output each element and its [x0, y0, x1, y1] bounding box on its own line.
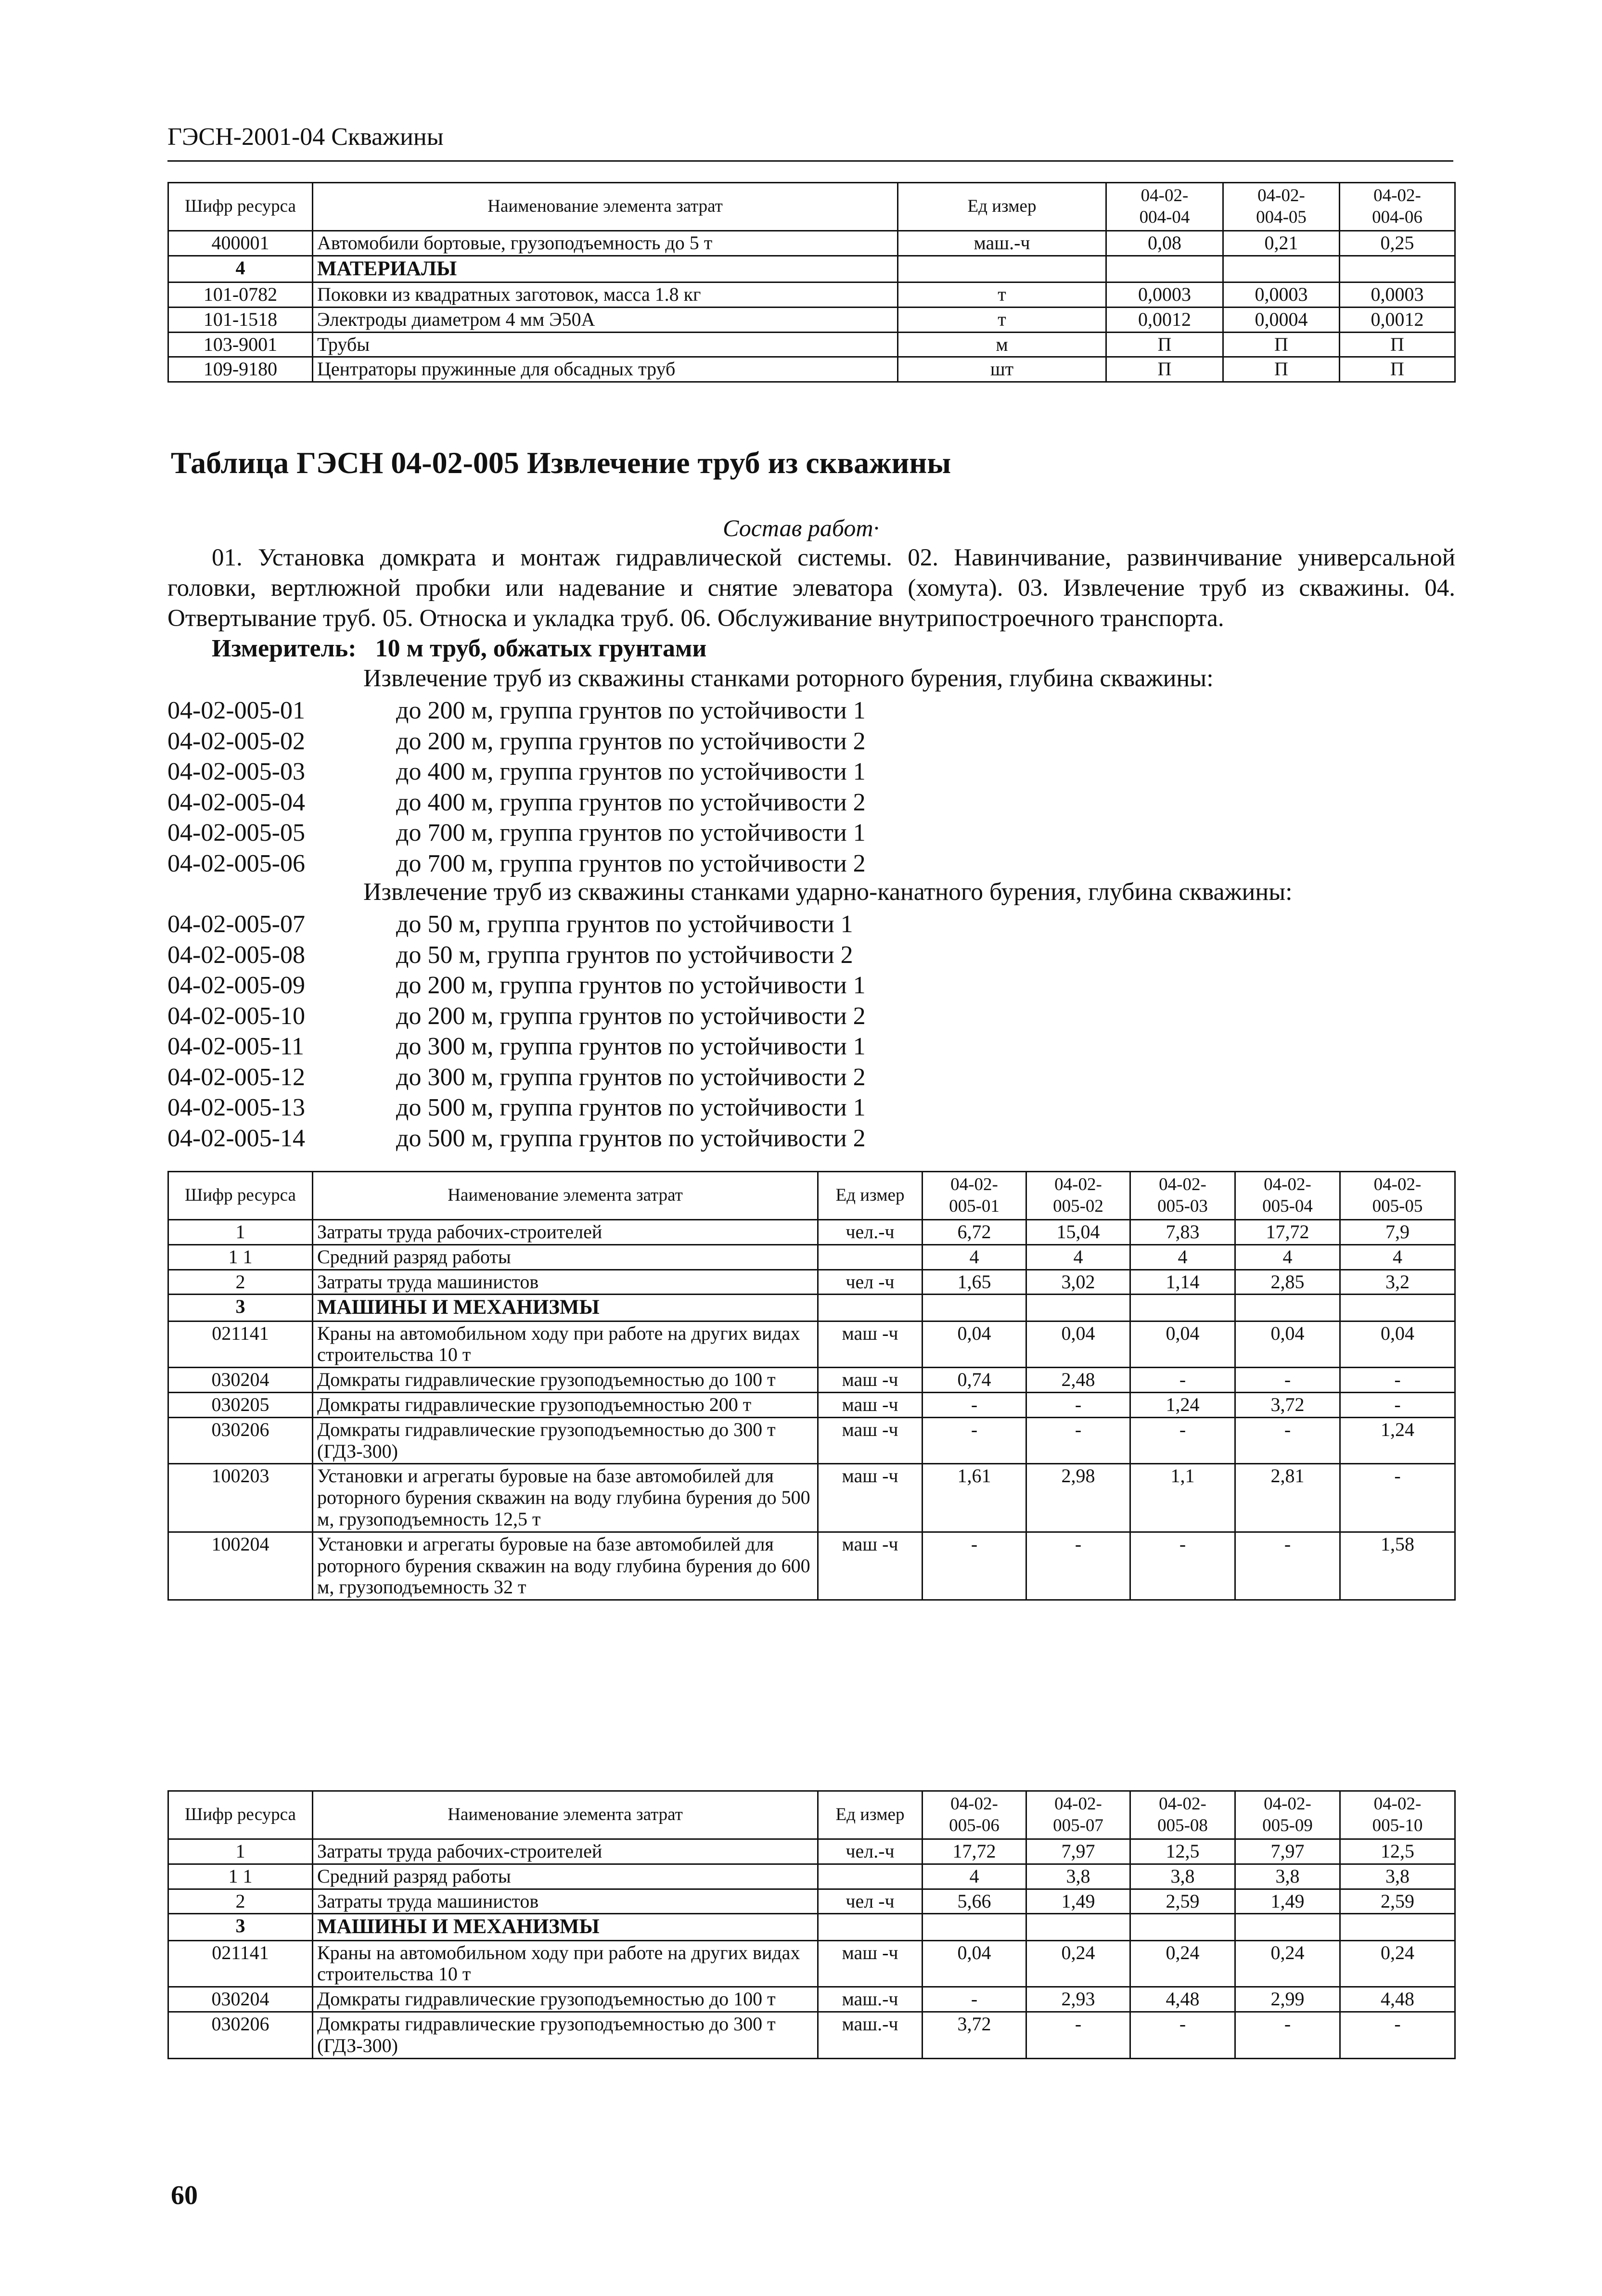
- norm-value: 0,0004: [1223, 307, 1340, 332]
- column-header-variant: 04-02- 004-05: [1223, 183, 1340, 231]
- unit-of-measure: маш.-ч: [818, 1987, 923, 2012]
- norm-value: 0,0003: [1340, 282, 1455, 307]
- list-item: [167, 1001, 866, 1032]
- spec-description: до 200 м, группа грунтов по устойчивости 1: [396, 697, 866, 724]
- resource-code: 030206: [168, 1417, 313, 1464]
- norm-value: -: [1235, 1417, 1340, 1464]
- norm-value: 1,24: [1130, 1392, 1235, 1417]
- table-row: [168, 2012, 1455, 2058]
- column-header-unit: Ед измер: [818, 1172, 923, 1220]
- spec-code: 04-02-005-06: [167, 849, 305, 877]
- norm-value: [1026, 1295, 1130, 1321]
- norm-value: -: [1130, 1532, 1235, 1600]
- table-row: [168, 1368, 1455, 1393]
- list-item: [167, 787, 866, 818]
- norm-value: [1130, 1914, 1235, 1940]
- column-header-variant: 04-02- 005-06: [923, 1791, 1026, 1839]
- spec-description: до 400 м, группа грунтов по устойчивости 2: [396, 788, 866, 816]
- norm-value: 3,8: [1340, 1864, 1455, 1889]
- table-row: [168, 1321, 1455, 1368]
- column-header-unit: Ед измер: [898, 183, 1106, 231]
- resource-table-b: [167, 1790, 1456, 2059]
- norm-value: 0,0012: [1340, 307, 1455, 332]
- norm-value: 1,14: [1130, 1270, 1235, 1295]
- norm-value: 0,04: [1130, 1321, 1235, 1368]
- cost-element-name: Краны на автомобильном ходу при работе на других видах строительства 10 т: [313, 1940, 818, 1987]
- table-row: [168, 231, 1455, 256]
- unit-of-measure: м: [898, 332, 1106, 357]
- cost-element-name: Домкраты гидравлические грузоподъемностью 200 т: [313, 1392, 818, 1417]
- unit-of-measure: [818, 1864, 923, 1889]
- norm-value: 15,04: [1026, 1220, 1130, 1245]
- resource-code: 021141: [168, 1321, 313, 1368]
- norm-value: 0,25: [1340, 231, 1455, 256]
- norm-value: П: [1340, 357, 1455, 382]
- norm-value: 2,98: [1026, 1464, 1130, 1532]
- resource-code: 1: [168, 1220, 313, 1245]
- spec-description: до 300 м, группа грунтов по устойчивости 1: [396, 1033, 866, 1060]
- resource-code: 1 1: [168, 1864, 313, 1889]
- column-header-variant: 04-02- 005-02: [1026, 1172, 1130, 1220]
- resource-code: 2: [168, 1270, 313, 1295]
- resource-code: 021141: [168, 1940, 313, 1987]
- measure-line: [212, 634, 706, 663]
- cost-element-name: Краны на автомобильном ходу при работе на других видах строительства 10 т: [313, 1321, 818, 1368]
- spec-code: 04-02-005-08: [167, 941, 305, 969]
- norm-value: -: [923, 1417, 1026, 1464]
- list-item: [167, 1123, 866, 1154]
- resource-code: 100204: [168, 1532, 313, 1600]
- resource-code: 1 1: [168, 1244, 313, 1270]
- unit-of-measure: т: [898, 282, 1106, 307]
- norm-value: 4: [923, 1244, 1026, 1270]
- norm-value: -: [1340, 1464, 1455, 1532]
- spec-code: 04-02-005-09: [167, 972, 305, 999]
- norm-value: [1340, 1295, 1455, 1321]
- norm-value: 4,48: [1340, 1987, 1455, 2012]
- norm-value: 0,04: [923, 1940, 1026, 1987]
- norm-value: 0,24: [1340, 1940, 1455, 1987]
- norm-value: [1106, 256, 1223, 282]
- unit-of-measure: маш -ч: [818, 1392, 923, 1417]
- column-header-variant: 04-02- 004-06: [1340, 183, 1455, 231]
- cost-element-name: Электроды диаметром 4 мм Э50А: [313, 307, 898, 332]
- norm-value: 17,72: [923, 1839, 1026, 1864]
- norm-value: 2,59: [1340, 1889, 1455, 1914]
- norm-value: 12,5: [1130, 1839, 1235, 1864]
- table-row: [168, 1987, 1455, 2012]
- norm-value: [1340, 1914, 1455, 1940]
- norm-value: 7,83: [1130, 1220, 1235, 1245]
- cost-element-name: Поковки из квадратных заготовок, масса 1.8 кг: [313, 282, 898, 307]
- unit-of-measure: [898, 256, 1106, 282]
- cost-element-name: Затраты труда машинистов: [313, 1270, 818, 1295]
- spec-description: до 500 м, группа грунтов по устойчивости 2: [396, 1124, 866, 1152]
- resource-code: 101-0782: [168, 282, 313, 307]
- norm-value: 1,24: [1340, 1417, 1455, 1464]
- list-item: [167, 909, 866, 940]
- norm-value: 7,97: [1235, 1839, 1340, 1864]
- norm-value: -: [923, 1987, 1026, 2012]
- norm-value: 0,08: [1106, 231, 1223, 256]
- cost-element-name: МАШИНЫ И МЕХАНИЗМЫ: [313, 1295, 818, 1321]
- unit-of-measure: маш.-ч: [818, 2012, 923, 2058]
- norm-value: 0,21: [1223, 231, 1340, 256]
- cost-element-name: Установки и агрегаты буровые на базе автомобилей для роторного бурения скважин на воду глубина бурения до 500 м, грузоподъемность 12,5 т: [313, 1464, 818, 1532]
- resource-code: 2: [168, 1889, 313, 1914]
- unit-of-measure: т: [898, 307, 1106, 332]
- norm-value: -: [1235, 1368, 1340, 1393]
- norm-value: 3,8: [1026, 1864, 1130, 1889]
- spec-code: 04-02-005-02: [167, 727, 305, 755]
- page-number: 60: [171, 2181, 198, 2210]
- column-header-name: Наименование элемента затрат: [313, 1172, 818, 1220]
- norm-value: 12,5: [1340, 1839, 1455, 1864]
- norm-value: 4: [1130, 1244, 1235, 1270]
- unit-of-measure: маш -ч: [818, 1368, 923, 1393]
- cost-element-name: Затраты труда рабочих-строителей: [313, 1839, 818, 1864]
- cost-element-name: Домкраты гидравлические грузоподъемностью до 300 т (ГДЗ-300): [313, 1417, 818, 1464]
- norm-value: 3,8: [1130, 1864, 1235, 1889]
- table-row: [168, 307, 1455, 332]
- norm-value: 0,04: [1235, 1321, 1340, 1368]
- cost-element-name: Домкраты гидравлические грузоподъемностью до 100 т: [313, 1368, 818, 1393]
- unit-of-measure: чел.-ч: [818, 1839, 923, 1864]
- norm-value: 2,93: [1026, 1987, 1130, 2012]
- spec-code: 04-02-005-14: [167, 1124, 305, 1152]
- column-header-variant: 04-02- 005-09: [1235, 1791, 1340, 1839]
- unit-of-measure: [818, 1914, 923, 1940]
- table-row: [168, 1914, 1455, 1940]
- norm-value: 1,49: [1026, 1889, 1130, 1914]
- norm-value: [1340, 256, 1455, 282]
- cost-element-name: Автомобили бортовые, грузоподъемность до 5 т: [313, 231, 898, 256]
- resource-code: 030205: [168, 1392, 313, 1417]
- spec-code: 04-02-005-04: [167, 788, 305, 816]
- norm-value: [1223, 256, 1340, 282]
- norm-value: -: [1340, 1368, 1455, 1393]
- resource-code: 3: [168, 1295, 313, 1321]
- list-item: [167, 848, 866, 879]
- norm-value: 4: [923, 1864, 1026, 1889]
- norm-value: [923, 1295, 1026, 1321]
- list-item: [167, 726, 866, 757]
- norm-value: 0,0012: [1106, 307, 1223, 332]
- spec-list: [167, 695, 866, 879]
- unit-of-measure: [818, 1295, 923, 1321]
- resource-code: 4: [168, 256, 313, 282]
- column-header-variant: 04-02- 004-04: [1106, 183, 1223, 231]
- list-item: [167, 940, 866, 971]
- unit-of-measure: маш -ч: [818, 1464, 923, 1532]
- table-row: [168, 1270, 1455, 1295]
- norm-value: [923, 1914, 1026, 1940]
- norm-value: 4: [1026, 1244, 1130, 1270]
- unit-of-measure: чел -ч: [818, 1270, 923, 1295]
- spec-description: до 50 м, группа грунтов по устойчивости 2: [396, 941, 853, 969]
- spec-code: 04-02-005-13: [167, 1094, 305, 1121]
- column-header-unit: Ед измер: [818, 1791, 923, 1839]
- column-header-variant: 04-02- 005-10: [1340, 1791, 1455, 1839]
- table-row: [168, 332, 1455, 357]
- column-header-code: Шифр ресурса: [168, 183, 313, 231]
- norm-value: -: [1340, 2012, 1455, 2058]
- norm-value: [1235, 1295, 1340, 1321]
- table-row: [168, 1244, 1455, 1270]
- column-header-name: Наименование элемента затрат: [313, 183, 898, 231]
- norm-value: [1235, 1914, 1340, 1940]
- spec-code: 04-02-005-03: [167, 758, 305, 785]
- norm-value: 3,72: [1235, 1392, 1340, 1417]
- table-row: [168, 1295, 1455, 1321]
- spec-description: до 700 м, группа грунтов по устойчивости 1: [396, 819, 866, 847]
- norm-value: [1026, 1914, 1130, 1940]
- norm-value: 2,48: [1026, 1368, 1130, 1393]
- table-row: [168, 1839, 1455, 1864]
- norm-value: П: [1340, 332, 1455, 357]
- section-title: Таблица ГЭСН 04-02-005 Извлечение труб из скважины: [171, 446, 951, 480]
- norm-value: 1,65: [923, 1270, 1026, 1295]
- column-header-variant: 04-02- 005-05: [1340, 1172, 1455, 1220]
- list-item: [167, 695, 866, 726]
- spec-code: 04-02-005-11: [167, 1033, 305, 1060]
- unit-of-measure: маш -ч: [818, 1532, 923, 1600]
- norm-value: П: [1223, 332, 1340, 357]
- norm-value: -: [1026, 1417, 1130, 1464]
- norm-value: -: [1340, 1392, 1455, 1417]
- norm-value: 1,58: [1340, 1532, 1455, 1600]
- norm-value: -: [1026, 1532, 1130, 1600]
- cost-element-name: Установки и агрегаты буровые на базе автомобилей для роторного бурения скважин на воду глубина бурения до 600 м, грузоподъемность 32 т: [313, 1532, 818, 1600]
- norm-value: -: [1235, 2012, 1340, 2058]
- norm-value: 5,66: [923, 1889, 1026, 1914]
- resource-table-top: [167, 182, 1456, 383]
- list-item: [167, 1031, 866, 1062]
- norm-value: -: [1130, 1368, 1235, 1393]
- norm-value: П: [1223, 357, 1340, 382]
- column-header-variant: 04-02- 005-01: [923, 1172, 1026, 1220]
- spec-list: [167, 909, 866, 1154]
- norm-value: -: [923, 1532, 1026, 1600]
- resource-code: 030204: [168, 1368, 313, 1393]
- norm-value: 0,0003: [1223, 282, 1340, 307]
- measure-label: Измеритель:: [212, 635, 357, 662]
- table-row: [168, 1392, 1455, 1417]
- norm-value: 3,2: [1340, 1270, 1455, 1295]
- cost-element-name: Затраты труда машинистов: [313, 1889, 818, 1914]
- norm-value: -: [1130, 2012, 1235, 2058]
- resource-code: 030206: [168, 2012, 313, 2058]
- norm-value: 7,9: [1340, 1220, 1455, 1245]
- norm-value: П: [1106, 332, 1223, 357]
- norm-value: -: [1026, 1392, 1130, 1417]
- table-row: [168, 1864, 1455, 1889]
- spec-description: до 700 м, группа грунтов по устойчивости 2: [396, 849, 866, 877]
- spec-code: 04-02-005-12: [167, 1063, 305, 1091]
- resource-code: 3: [168, 1914, 313, 1940]
- composition-caption: Состав работ·: [723, 514, 879, 541]
- group-heading: Извлечение труб из скважины станками роторного бурения, глубина скважины:: [363, 665, 1214, 692]
- norm-value: -: [1130, 1417, 1235, 1464]
- unit-of-measure: чел -ч: [818, 1889, 923, 1914]
- norm-value: [1130, 1295, 1235, 1321]
- list-item: [167, 970, 866, 1001]
- norm-value: 1,1: [1130, 1464, 1235, 1532]
- cost-element-name: Средний разряд работы: [313, 1864, 818, 1889]
- resource-code: 100203: [168, 1464, 313, 1532]
- list-item: [167, 818, 866, 848]
- list-item: [167, 757, 866, 787]
- column-header-code: Шифр ресурса: [168, 1172, 313, 1220]
- table-row: [168, 282, 1455, 307]
- spec-description: до 200 м, группа грунтов по устойчивости 2: [396, 727, 866, 755]
- spec-description: до 200 м, группа грунтов по устойчивости 1: [396, 972, 866, 999]
- resource-code: 103-9001: [168, 332, 313, 357]
- norm-value: 1,61: [923, 1464, 1026, 1532]
- table-row: [168, 357, 1455, 382]
- cost-element-name: МАТЕРИАЛЫ: [313, 256, 898, 282]
- unit-of-measure: шт: [898, 357, 1106, 382]
- cost-element-name: Трубы: [313, 332, 898, 357]
- resource-code: 109-9180: [168, 357, 313, 382]
- norm-value: 0,74: [923, 1368, 1026, 1393]
- resource-code: 1: [168, 1839, 313, 1864]
- cost-element-name: Домкраты гидравлические грузоподъемностью до 100 т: [313, 1987, 818, 2012]
- norm-value: 7,97: [1026, 1839, 1130, 1864]
- norm-value: 2,81: [1235, 1464, 1340, 1532]
- norm-value: -: [1235, 1532, 1340, 1600]
- norm-value: 4: [1235, 1244, 1340, 1270]
- spec-code: 04-02-005-07: [167, 911, 305, 938]
- column-header-variant: 04-02- 005-08: [1130, 1791, 1235, 1839]
- resource-code: 400001: [168, 231, 313, 256]
- spec-description: до 500 м, группа грунтов по устойчивости 1: [396, 1094, 866, 1121]
- table-row: [168, 1220, 1455, 1245]
- norm-value: 3,8: [1235, 1864, 1340, 1889]
- list-item: [167, 1092, 866, 1123]
- norm-value: П: [1106, 357, 1223, 382]
- spec-code: 04-02-005-10: [167, 1002, 305, 1030]
- norm-value: 0,04: [923, 1321, 1026, 1368]
- unit-of-measure: маш -ч: [818, 1321, 923, 1368]
- column-header-variant: 04-02- 005-04: [1235, 1172, 1340, 1220]
- resource-code: 030204: [168, 1987, 313, 2012]
- composition-text: 01. Установка домкрата и монтаж гидравлической системы. 02. Навинчивание, развинчивание универсальной головки, вертлюжной пробки или надевание и снятие элеватора (хомута). 03. Извлечение труб из скважины. 04. Отвертывание труб. 05. Относка и укладка труб. 06. Обслуживание внутрипостроечного транспорта.: [167, 544, 1455, 632]
- spec-code: 04-02-005-05: [167, 819, 305, 847]
- header-rule: [167, 160, 1453, 162]
- norm-value: 0,24: [1026, 1940, 1130, 1987]
- norm-value: 0,04: [1026, 1321, 1130, 1368]
- cost-element-name: Центраторы пружинные для обсадных труб: [313, 357, 898, 382]
- norm-value: 2,99: [1235, 1987, 1340, 2012]
- cost-element-name: МАШИНЫ И МЕХАНИЗМЫ: [313, 1914, 818, 1940]
- norm-value: 1,49: [1235, 1889, 1340, 1914]
- spec-description: до 300 м, группа грунтов по устойчивости 2: [396, 1063, 866, 1091]
- spec-description: до 50 м, группа грунтов по устойчивости 1: [396, 911, 853, 938]
- column-header-variant: 04-02- 005-03: [1130, 1172, 1235, 1220]
- norm-value: 4,48: [1130, 1987, 1235, 2012]
- norm-value: 2,59: [1130, 1889, 1235, 1914]
- norm-value: 6,72: [923, 1220, 1026, 1245]
- table-row: [168, 256, 1455, 282]
- unit-of-measure: маш.-ч: [898, 231, 1106, 256]
- norm-value: 2,85: [1235, 1270, 1340, 1295]
- spec-description: до 200 м, группа грунтов по устойчивости 2: [396, 1002, 866, 1030]
- norm-value: 3,72: [923, 2012, 1026, 2058]
- unit-of-measure: маш -ч: [818, 1940, 923, 1987]
- cost-element-name: Средний разряд работы: [313, 1244, 818, 1270]
- norm-value: 17,72: [1235, 1220, 1340, 1245]
- resource-code: 101-1518: [168, 307, 313, 332]
- column-header-name: Наименование элемента затрат: [313, 1791, 818, 1839]
- unit-of-measure: чел.-ч: [818, 1220, 923, 1245]
- table-row: [168, 1532, 1455, 1600]
- running-header: ГЭСН-2001-04 Скважины: [167, 123, 444, 151]
- table-row: [168, 1889, 1455, 1914]
- norm-value: -: [1026, 2012, 1130, 2058]
- spec-description: до 400 м, группа грунтов по устойчивости 1: [396, 758, 866, 785]
- table-row: [168, 1417, 1455, 1464]
- cost-element-name: Затраты труда рабочих-строителей: [313, 1220, 818, 1245]
- group-heading: Извлечение труб из скважины станками ударно-канатного бурения, глубина скважины:: [363, 878, 1293, 906]
- norm-value: 0,24: [1235, 1940, 1340, 1987]
- norm-value: 0,24: [1130, 1940, 1235, 1987]
- unit-of-measure: маш -ч: [818, 1417, 923, 1464]
- measure-value: 10 м труб, обжатых грунтами: [375, 635, 707, 662]
- norm-value: 3,02: [1026, 1270, 1130, 1295]
- spec-code: 04-02-005-01: [167, 697, 305, 724]
- column-header-code: Шифр ресурса: [168, 1791, 313, 1839]
- norm-value: 4: [1340, 1244, 1455, 1270]
- norm-value: -: [923, 1392, 1026, 1417]
- table-row: [168, 1940, 1455, 1987]
- list-item: [167, 1062, 866, 1093]
- cost-element-name: Домкраты гидравлические грузоподъемностью до 300 т (ГДЗ-300): [313, 2012, 818, 2058]
- resource-table-a: [167, 1171, 1456, 1601]
- unit-of-measure: [818, 1244, 923, 1270]
- table-row: [168, 1464, 1455, 1532]
- column-header-variant: 04-02- 005-07: [1026, 1791, 1130, 1839]
- norm-value: 0,0003: [1106, 282, 1223, 307]
- norm-value: 0,04: [1340, 1321, 1455, 1368]
